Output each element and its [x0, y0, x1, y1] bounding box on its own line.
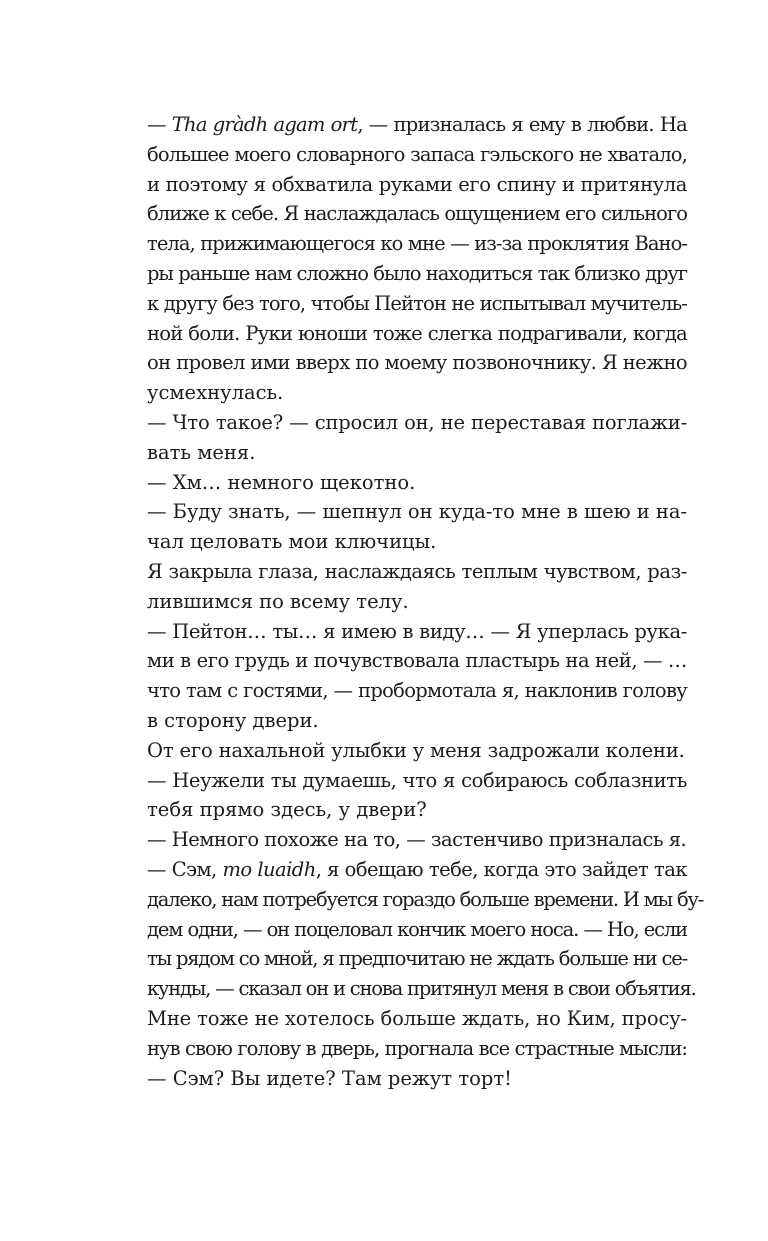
- italic-text: Tha gràdh agam ort: [171, 113, 358, 136]
- text-line: [147, 587, 687, 617]
- text-line: [147, 706, 687, 736]
- text-run: — Сэм,: [147, 857, 223, 881]
- text-line: [147, 497, 687, 527]
- text-run: ры раньше нам сложно было находиться так близко друг: [147, 261, 687, 285]
- text-line: [147, 766, 687, 796]
- text-line: [147, 229, 687, 259]
- text-run: — Пейтон… ты… я имею в виду… — Я уперлась рука-: [147, 619, 687, 643]
- page-text: [147, 110, 704, 1093]
- text-run: ми в его грудь и почувствовала пластырь на ней, — …: [147, 649, 687, 673]
- text-run: дем одни, — он поцеловал кончик моего носа. — Но, если: [147, 917, 687, 941]
- text-run: ближе к себе. Я наслаждалась ощущением его сильного: [147, 202, 687, 226]
- text-line: [147, 110, 687, 140]
- text-run: он провел ими вверх по моему позвоночнику. Я нежно: [147, 351, 687, 375]
- text-line: [147, 438, 687, 468]
- text-line: [147, 170, 687, 200]
- text-run: ты рядом со мной, я предпочитаю не ждать больше ни се-: [147, 947, 687, 971]
- text-line: [147, 348, 687, 378]
- text-line: [147, 378, 687, 408]
- italic-text: mo luaidh: [222, 857, 316, 881]
- text-line: [147, 885, 704, 915]
- text-run: — Буду знать, — шепнул он куда-то мне в шею и на-: [147, 500, 687, 524]
- text-run: , я обещаю тебе, когда это зайдет так: [315, 857, 687, 881]
- text-line: [147, 795, 687, 825]
- text-run: ной боли. Руки юноши тоже слегка подрагивали, когда: [147, 321, 687, 345]
- text-line: [147, 915, 687, 945]
- text-run: нув свою голову в дверь, прогнала все страстные мысли:: [147, 1036, 687, 1060]
- text-run: Я закрыла глаза, наслаждаясь теплым чувством, раз-: [147, 559, 687, 583]
- text-run: тела, прижимающегося ко мне — из-за проклятия Вано-: [147, 232, 687, 256]
- text-run: большее моего словарного запаса гэльского не хватало,: [147, 142, 687, 166]
- text-run: к другу без того, чтобы Пейтон не испытывал мучитель-: [147, 291, 687, 315]
- text-line: [147, 736, 687, 766]
- text-run: вать меня.: [147, 440, 256, 464]
- text-run: — Неужели ты думаешь, что я собираюсь соблазнить: [147, 768, 687, 792]
- text-line: [147, 468, 687, 498]
- text-run: — Немного похоже на то, — застенчиво призналась я.: [147, 828, 687, 852]
- text-run: Мне тоже не хотелось больше ждать, но Ким, просу-: [147, 1006, 687, 1030]
- text-run: , — призналась я ему в любви. На: [357, 113, 687, 136]
- text-run: —: [147, 113, 172, 136]
- text-run: — Сэм? Вы идете? Там режут торт!: [147, 1066, 512, 1090]
- text-run: тебя прямо здесь, у двери?: [147, 798, 427, 822]
- text-line: [147, 319, 687, 349]
- text-line: [147, 646, 687, 676]
- text-run: и поэтому я обхватила руками его спину и притянула: [147, 172, 687, 196]
- text-run: От его нахальной улыбки у меня задрожали колени.: [147, 738, 685, 762]
- text-line: [147, 617, 687, 647]
- text-line: [147, 825, 687, 855]
- text-run: — Хм… немного щекотно.: [147, 470, 416, 494]
- text-line: [147, 199, 687, 229]
- text-run: — Что такое? — спросил он, не переставая поглажи-: [147, 410, 687, 434]
- text-line: [147, 1004, 687, 1034]
- text-run: чал целовать мои ключицы.: [147, 530, 437, 554]
- text-line: [147, 944, 687, 974]
- text-line: [147, 557, 687, 587]
- text-run: усмехнулась.: [147, 381, 284, 405]
- text-line: [147, 676, 687, 706]
- text-line: [147, 289, 687, 319]
- text-line: [147, 408, 687, 438]
- text-run: далеко, нам потребуется гораздо больше времени. И мы бу-: [147, 887, 704, 911]
- text-line: [147, 527, 687, 557]
- text-run: в сторону двери.: [147, 708, 319, 732]
- text-line: [147, 140, 687, 170]
- text-line: [147, 259, 687, 289]
- text-line: [147, 1034, 687, 1064]
- text-run: что там с гостями, — пробормотала я, наклонив голову: [147, 679, 687, 703]
- text-line: [147, 974, 696, 1004]
- text-run: кунды, — сказал он и снова притянул меня в свои объятия.: [147, 977, 696, 1001]
- text-line: [147, 855, 687, 885]
- text-run: лившимся по всему телу.: [147, 589, 409, 613]
- text-line: [147, 1064, 687, 1094]
